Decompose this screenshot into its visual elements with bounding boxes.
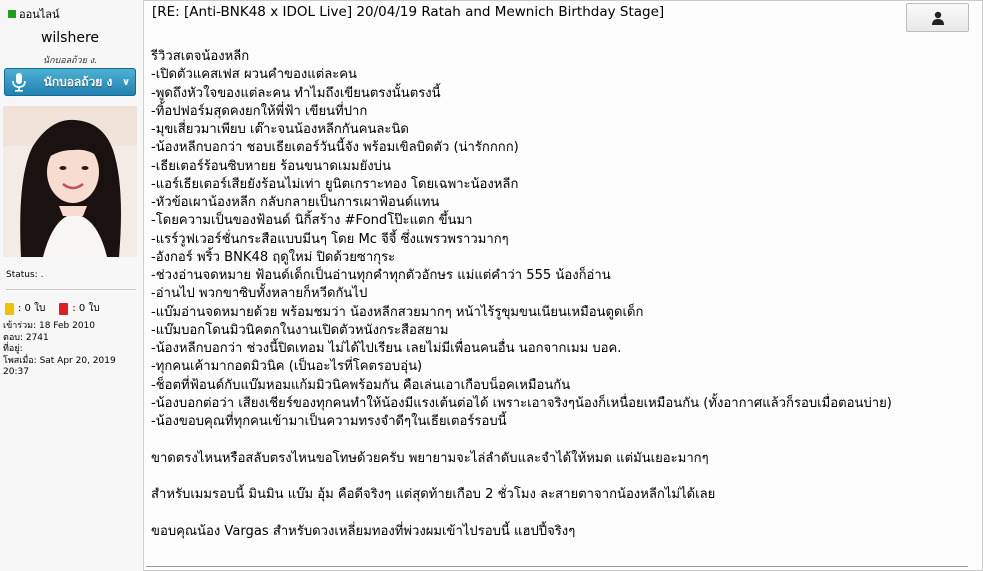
online-label: ออนไลน์ xyxy=(19,8,60,21)
post-title: [RE: [Anti-BNK48 x IDOL Live] 20/04/19 Ratah and Mewnich Birthday Stage] xyxy=(152,4,665,20)
post-line: ขาดตรงไหนหรือสลับตรงไหนขอโทษด้วยครับ พยายามจะไล่ลำดับและจำได้ให้หมด แต่มันเยอะมากๆ xyxy=(151,450,709,466)
post-line: -อ่านไป พวกขาซิบทั้งหลายก็หวีดกันไป xyxy=(151,286,368,302)
profile-button[interactable] xyxy=(906,3,969,32)
post-line: -น้องบอกต่อว่า เสียงเชียร์ของทุกคนทำให้น้องมีแรงเต้นต่อได้ เพราะเอาจริงๆน้องก็เหนื่อยเหมือนกัน (ทั้งอากาศแล้วก็รอบเมื่อตอนบ่าย) xyxy=(151,395,892,411)
author-meta xyxy=(3,321,139,379)
author-user-title: นักบอลถ้วย ง. xyxy=(42,56,98,66)
post-blank-line xyxy=(151,431,971,449)
avatar[interactable] xyxy=(3,106,137,257)
red-card-count xyxy=(59,301,99,316)
rank-badge xyxy=(4,68,136,96)
post-line: รีวิวสเตจน้องหลีก xyxy=(151,49,250,64)
post-line: -น้องขอบคุณที่ทุกคนเข้ามาเป็นความทรงจำดีๆในเธียเตอร์รอบนี้ xyxy=(151,414,507,429)
post-line: -น้องหลีกบอกว่า ชอบเธียเตอร์วันนี้จัง พร้อมเขิลบิดตัว (น่ารักกกก) xyxy=(151,140,519,156)
post-line: -แบ๊มอ่านจดหมายด้วย พร้อมชมว่า น้องหลีกสวยมากๆ หน้าไร้รูขุมขนเนียนเหมือนตูดเด็ก xyxy=(151,304,644,320)
red-card-icon xyxy=(59,303,68,315)
post-line: -ช่วงอ่านจดหมาย ฟ้อนด์เด็กเป็นอ่านทุกคำทุกตัวอักษร แม่แต่คำว่า 555 น้องก็อ่าน xyxy=(151,268,611,283)
post-line: -เปิดตัวแคสเฟส ผวนคำของแต่ละคน xyxy=(151,67,357,83)
yellow-card-icon xyxy=(5,303,14,315)
author-username[interactable]: wilshere xyxy=(40,30,100,46)
sidebar-divider xyxy=(6,289,136,290)
chevron-down-icon: ∨ xyxy=(122,76,131,88)
post-line: -ทิ้อปฟอร์มสุดคงยกให้พี่ฟ้า เขียนที่ปาก xyxy=(151,103,368,119)
post-line: -เธียเตอร์ร้อนซิบหายย ร้อนขนาดเมมยังบ่น xyxy=(151,158,391,174)
online-status xyxy=(8,5,60,23)
red-card-label: : 0 ใบ xyxy=(72,303,100,314)
user-icon xyxy=(931,11,945,25)
post-bottom-divider xyxy=(146,566,968,567)
post-line: -ทุกคนเค้ามากอดมิวนิค (เป็นอะไรที่โคตรอบอุ่น) xyxy=(151,359,423,375)
location: ที่อยู่: xyxy=(3,344,23,354)
post-line: -ช็อตที่ฟ้อนด์กับแบ๊มหอมแก้มมิวนิคพร้อมกัน คือเล่นเอาเกือบน็อคเหมือนกัน xyxy=(151,377,571,393)
post-blank-line xyxy=(151,468,971,486)
yellow-card-count xyxy=(5,301,45,316)
post-line: ขอบคุณน้อง Vargas สำหรับดวงเหลี่ยมทองที่พ่วงผมเข้าไปรอบนี้ แฮปปี้จริงๆ xyxy=(151,523,576,539)
post-blank-line xyxy=(151,504,971,522)
post-line: สำหรับเมมรอบนี้ มินมิน แบ๊ม อุ้ม คือดีจริงๆ แต่สุดท้ายเกือบ 2 ชั่วโมง ละสายตาจากน้องหลีกไม่ได้เลย xyxy=(151,487,716,502)
post-line: -อังกอร์ พริ้ว BNK48 ฤดูใหม่ ปิดด้วยซากุระ xyxy=(151,249,396,265)
author-sidebar xyxy=(0,0,144,571)
post-line: -มุขเสี่ยวมาเพียบ เต๊าะจนน้องหลีกกันคนละนิด xyxy=(151,122,409,137)
post-line: -หัวข้อเผาน้องหลีก กลับกลายเป็นการเผาฟ้อนด์แทน xyxy=(151,195,440,210)
post-line: -แอร์เธียเตอร์เสียยังร้อนไม่เท่า ยูนิตเกราะทอง โดยเฉพาะน้องหลีก xyxy=(151,176,519,192)
rank-label: นักบอลถ้วย ง xyxy=(43,74,113,89)
microphone-icon xyxy=(4,68,34,96)
post-line: -พูดถึงหัวใจของแต่ละคน ทำไมถึงเขียนตรงนั้นตรงนี้ xyxy=(151,85,441,101)
joined-date: เข้าร่วม: 18 Feb 2010 xyxy=(3,321,96,331)
post-line: -โดยความเป็นของฟ้อนด์ นิกิ้สร้าง #Fondโป๊ะแตก ขึ้นมา xyxy=(151,213,473,229)
post-line: -แบ๊มบอกโดนมิวนิคตกในงานเปิดตัวหนังกระสือสยาม xyxy=(151,322,449,338)
post-line: -แรร์วูฟเวอร์ชั่นกระสือแบบมีนๆ โดย Mc จีจี้ ซึ่งแพรวพราวมากๆ xyxy=(151,231,509,247)
post-body xyxy=(151,48,971,541)
last-post-time: โพสเมื่อ: Sat Apr 20, 2019 20:37 xyxy=(3,355,116,377)
online-indicator-icon xyxy=(8,10,16,18)
status-text: Status: . xyxy=(6,270,44,280)
post-count: ตอบ: 2741 xyxy=(3,332,49,343)
yellow-card-label: : 0 ใบ xyxy=(18,303,46,314)
card-counts xyxy=(5,301,100,316)
post-line: -น้องหลีกบอกว่า ช่วงนี้ปิดเทอม ไม่ได้ไปเรียน เลยไม่มีเพื่อนคนอื่น นอกจากเมม บอค. xyxy=(151,341,622,356)
